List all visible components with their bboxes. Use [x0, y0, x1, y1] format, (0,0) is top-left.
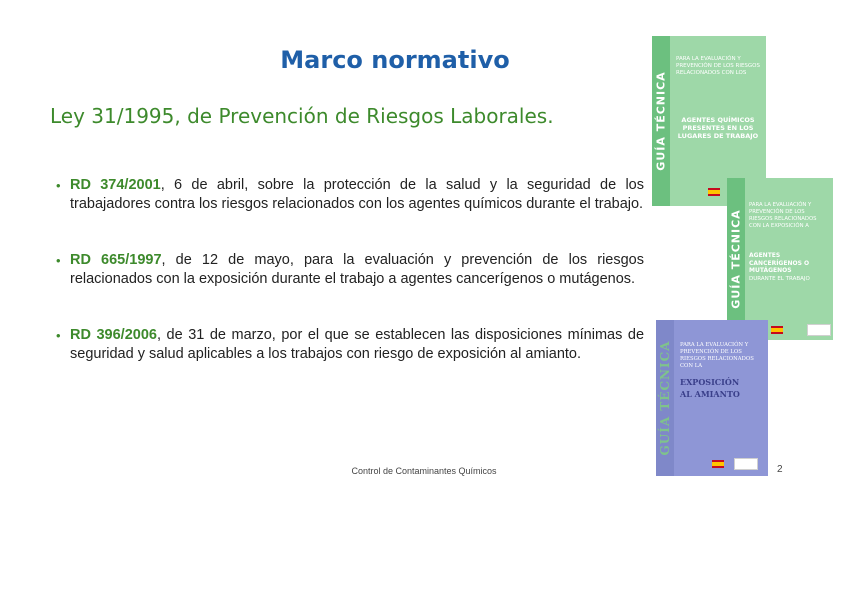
spain-flag-icon	[771, 326, 783, 334]
regulation-item	[56, 326, 644, 364]
slide-subtitle: Ley 31/1995, de Prevención de Riesgos Laborales.	[50, 104, 554, 128]
cover-intro: PARA LA EVALUACIÓN Y PREVENCIÓN DE LOS RIESGOS RELACIONADOS CON LA	[680, 342, 754, 369]
cover-topic: AGENTES CANCERÍGENOS O MUTÁGENOS	[749, 252, 810, 274]
cover-topic: AGENTES QUÍMICOS PRESENTES EN LOS LUGARES DE TRABAJO	[677, 116, 759, 140]
cover-tail: DURANTE EL TRABAJO	[749, 276, 810, 282]
cover-spine: GUÍA TÉCNICA	[652, 36, 670, 206]
cover-spine: GUÍA TÉCNICA	[727, 178, 745, 340]
cover-intro: PARA LA EVALUACIÓN Y PREVENCIÓN DE LOS RIESGOS RELACIONADOS CON LA EXPOSICIÓN A	[749, 202, 817, 229]
regulation-item	[56, 176, 644, 214]
slide-title: Marco normativo	[280, 46, 510, 74]
regulation-text: , de 12 de mayo, para la evaluación y prevención de los riesgos relacionados con la exposición durante el trabajo a agentes cancerígenos o mutágenos.	[70, 252, 644, 287]
page-number: 2	[777, 464, 783, 475]
regulation-item	[56, 251, 644, 289]
slide-footer: Control de Contaminantes Químicos	[351, 466, 497, 476]
regulation-ref: RD 374/2001	[70, 177, 161, 193]
guide-cover-carcinogens	[727, 178, 833, 340]
spain-flag-icon	[712, 460, 724, 468]
institute-logo-icon	[807, 324, 831, 336]
regulation-list	[56, 176, 644, 364]
cover-spine: GUÍA TÉCNICA	[656, 320, 674, 476]
cover-intro: PARA LA EVALUACIÓN Y PREVENCIÓN DE LOS RIESGOS RELACIONADOS CON LOS	[676, 56, 761, 76]
regulation-ref: RD 396/2006	[70, 327, 157, 343]
guide-cover-asbestos	[656, 320, 768, 476]
spain-flag-icon	[708, 188, 720, 196]
regulation-ref: RD 665/1997	[70, 252, 162, 268]
cover-topic: EXPOSICIÓN AL AMIANTO	[680, 377, 740, 399]
regulation-text: , de 31 de marzo, por el que se establecen las disposiciones mínimas de seguridad y salud aplicables a los trabajos con riesgo de exposición al amianto.	[70, 327, 645, 362]
institute-logo-icon	[734, 458, 758, 470]
regulation-text: , 6 de abril, sobre la protección de la salud y la seguridad de los trabajadores contra los riesgos relacionados con los agentes químicos durante el trabajo.	[70, 177, 644, 212]
